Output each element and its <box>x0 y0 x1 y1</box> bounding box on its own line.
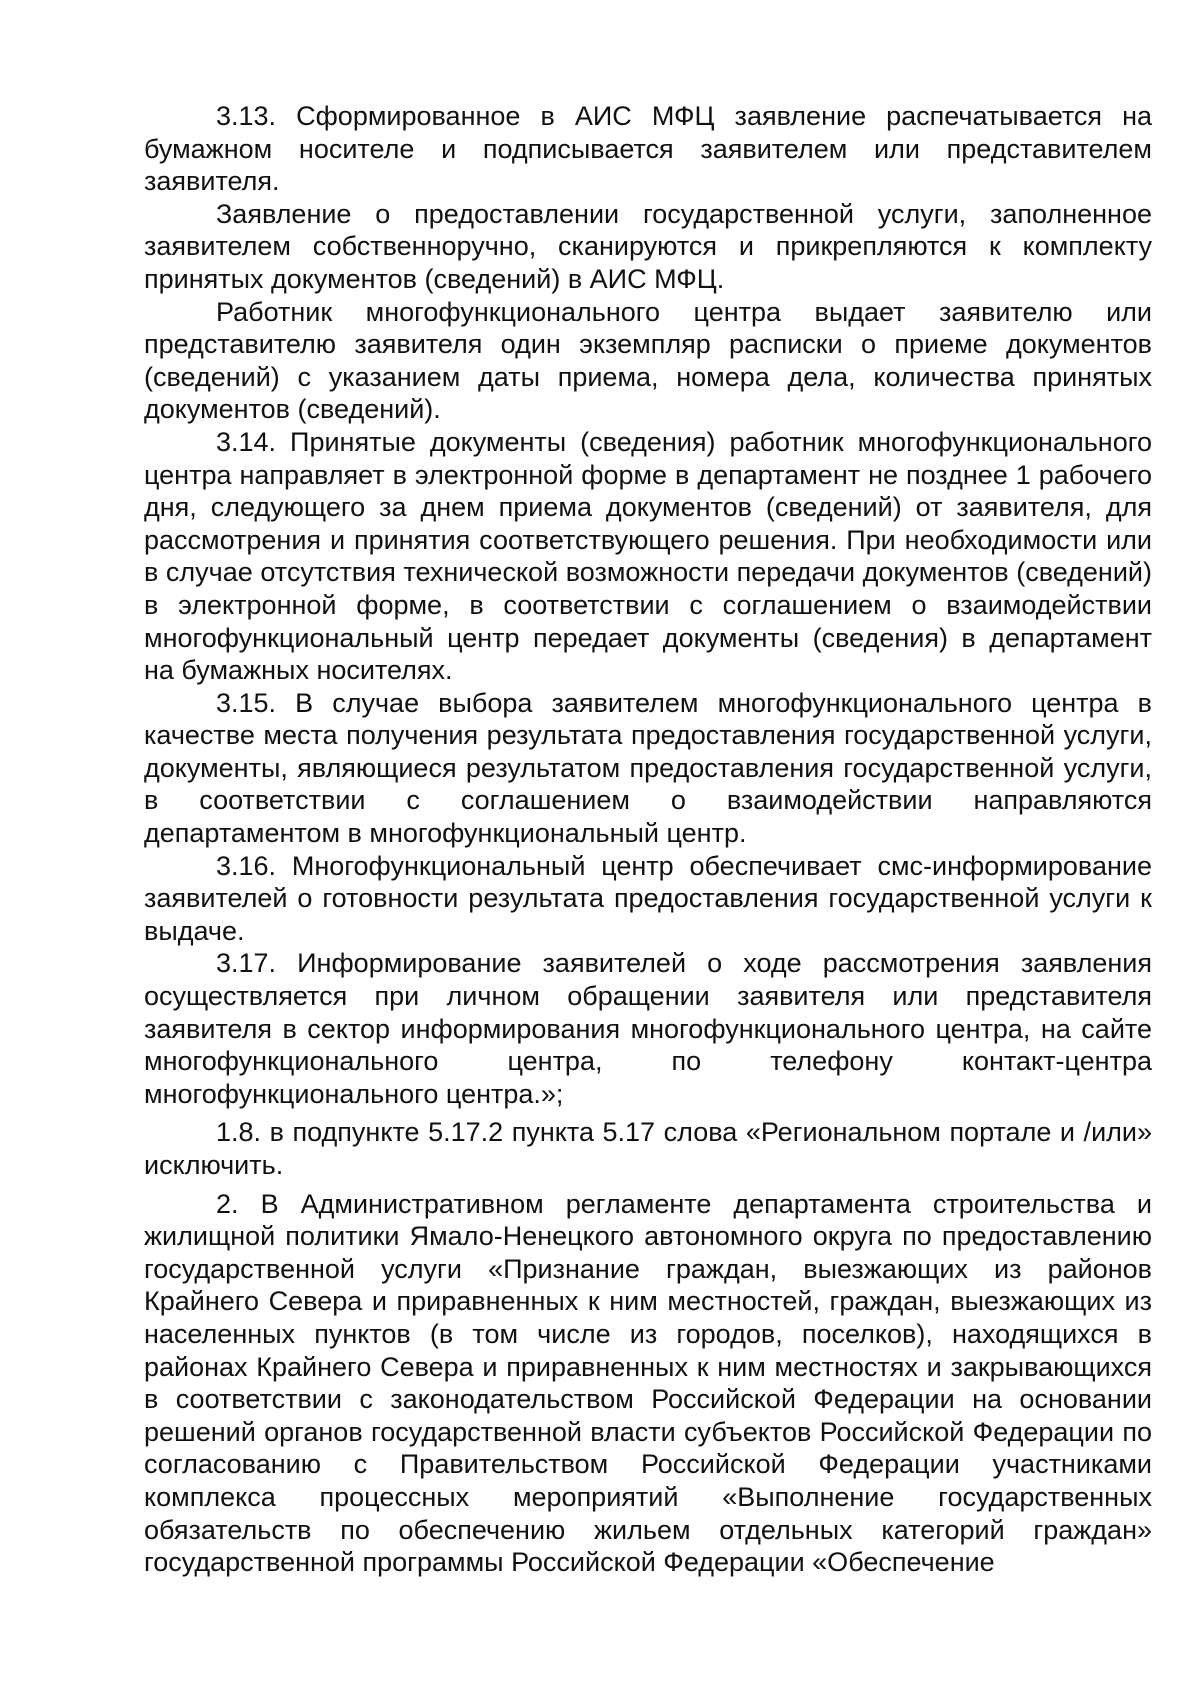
paragraph-2: 2. В Административном регламенте департамента строительства и жилищной политики Ямало-Ненецкого автономного округа по предоставлению государственной услуги «Признание граждан, выезжающих из районов Крайнего Севера и приравненных к ним местностей, граждан, выезжающих из населенных пунктов (в том числе из городов, поселков), находящихся в районах Крайнего Севера и приравненных к ним местностях и закрывающихся в соответствии с законодательством Российской Федерации на основании решений органов государственной власти субъектов Российской Федерации по согласованию с Правительством Российской Федерации участниками комплекса процессных мероприятий «Выполнение государственных обязательств по обеспечению жильем отдельных категорий граждан» государственной программы Российской Федерации «Обеспечение <box>144 1188 1152 1578</box>
paragraph-application-scan: Заявление о предоставлении государственной услуги, заполненное заявителем собственноручно, сканируются и прикрепляются к комплекту принятых документов (сведений) в АИС МФЦ. <box>144 198 1152 294</box>
paragraph-3-13: 3.13. Сформированное в АИС МФЦ заявление распечатывается на бумажном носителе и подписывается заявителем или представителем заявителя. <box>144 101 1152 197</box>
paragraph-3-17: 3.17. Информирование заявителей о ходе рассмотрения заявления осуществляется при личном обращении заявителя или представителя заявителя в сектор информирования многофункционального центра, на сайте многофункционального центра, по телефону контакт-центра многофункционального центра.»; <box>144 948 1152 1109</box>
paragraph-3-16: 3.16. Многофункциональный центр обеспечивает смс-информирование заявителей о готовности результата предоставления государственной услуги к выдаче. <box>144 850 1152 946</box>
paragraph-3-15: 3.15. В случае выбора заявителем многофункционального центра в качестве места получения результата предоставления государственной услуги, документы, являющиеся результатом предоставления государственной услуги, в соответствии с соглашением о взаимодействии направляются департаментом в многофункциональный центр. <box>144 687 1152 849</box>
paragraph-3-14: 3.14. Принятые документы (сведения) работник многофункционального центра направляет в электронной форме в департамент не позднее 1 рабочего дня, следующего за днем приема документов (сведений) от заявителя, для рассмотрения и принятия соответствующего решения. При необходимости или в случае отсутствия технической возможности передачи документов (сведений) в электронной форме, в соответствии с соглашением о взаимодействии многофункциональный центр передает документы (сведения) в департамент на бумажных носителях. <box>144 426 1152 686</box>
document-page <box>144 100 1152 1579</box>
paragraph-1-8: 1.8. в подпункте 5.17.2 пункта 5.17 слова «Региональном портале и /или» исключить. <box>144 1117 1152 1180</box>
paragraph-receipt: Работник многофункционального центра выдает заявителю или представителю заявителя один экземпляр расписки о приеме документов (сведений) с указанием даты приема, номера дела, количества принятых документов (сведений). <box>144 296 1152 425</box>
